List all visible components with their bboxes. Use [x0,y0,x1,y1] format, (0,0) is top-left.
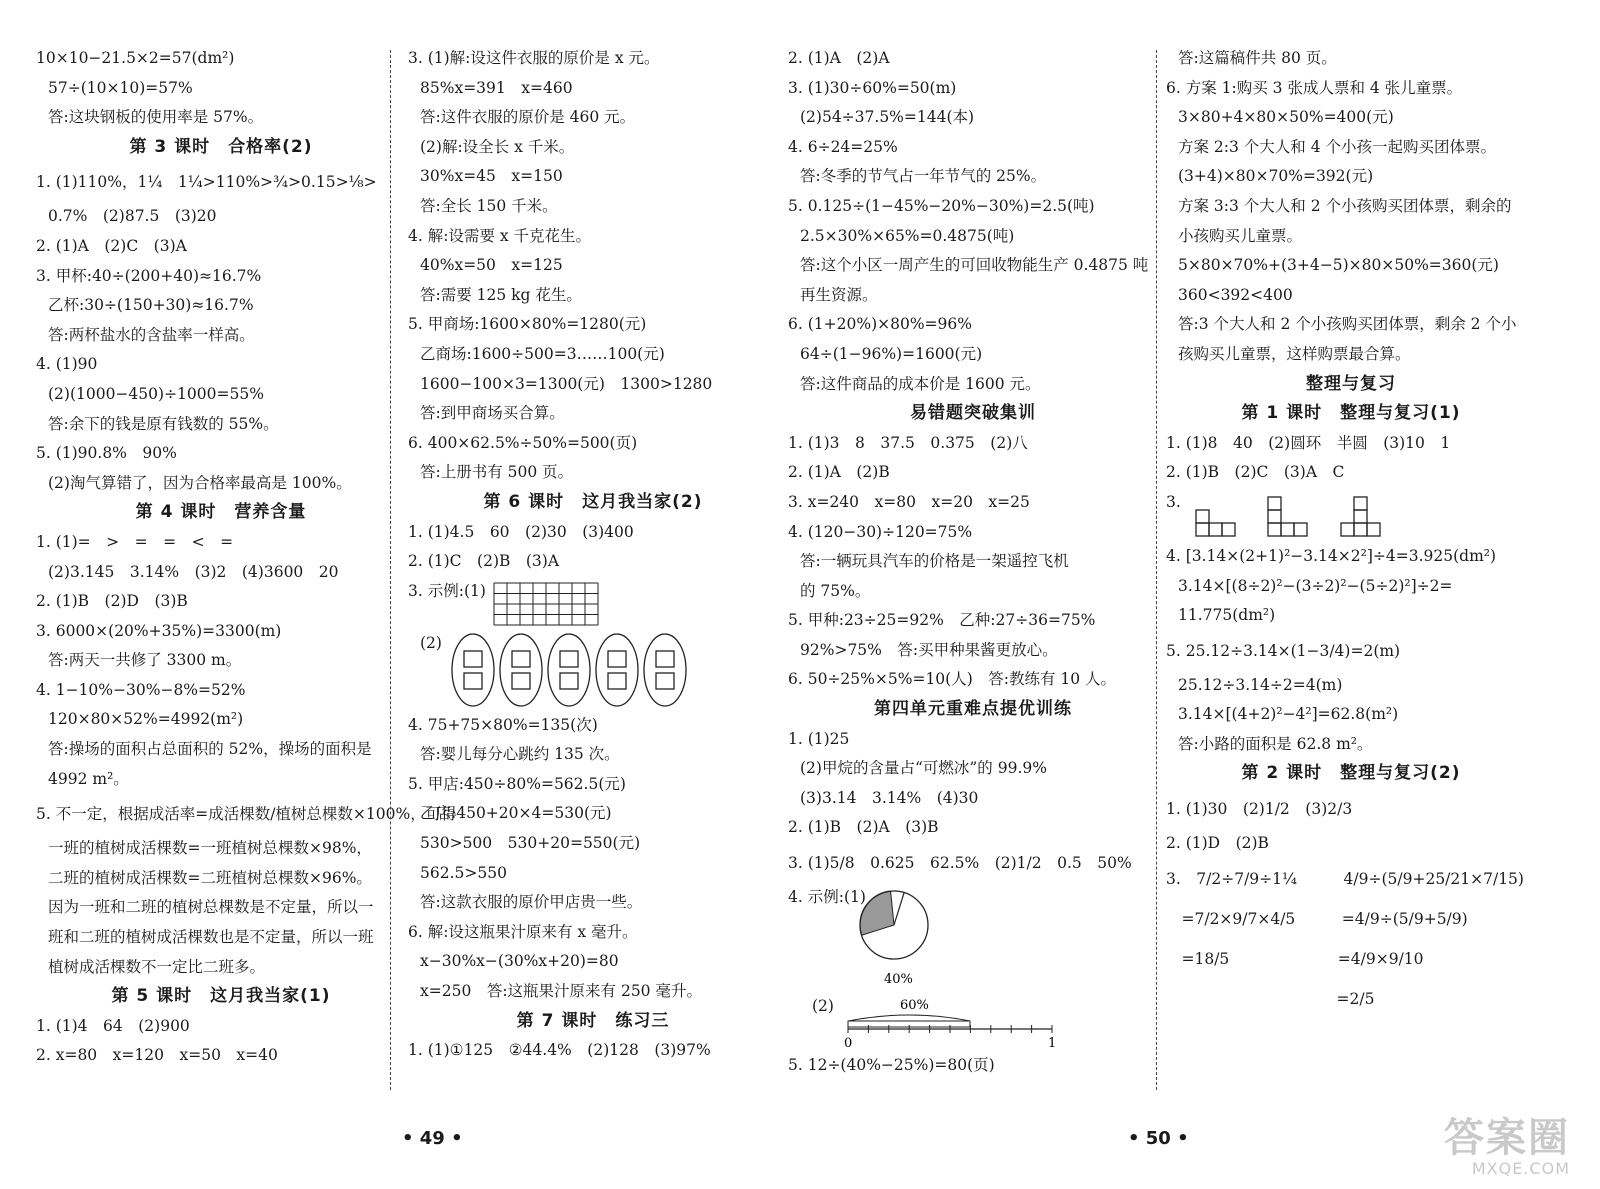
answer-line: 的 75%。 [800,581,871,600]
answer-line: 孩购买儿童票，这样购票最合算。 [1178,344,1411,363]
answer-line: 答:需要 125 kg 花生。 [420,285,582,304]
answer-line: 2. (1)C (2)B (3)A [408,552,560,571]
answer-line: 植树成活棵数不一定比二班多。 [48,957,266,976]
right-page [788,0,1600,1189]
section-heading: 第 1 课时 整理与复习(1) [1241,403,1461,424]
bar-label: 60% [900,998,929,1014]
answer-line: 3. 7/2÷7/9÷1¼ 4/9÷(5/9+25/21×7/15) [1166,869,1524,888]
watermark-url: MXQE.COM [1471,1159,1570,1178]
answer-line: 答:这块钢板的使用率是 57%。 [48,108,264,127]
answer-line: 答:两天一共修了 3300 m。 [48,651,242,670]
answer-line: 答:到甲商场买合算。 [420,404,565,423]
answer-line: 乙店:450+20×4=530(元) [420,804,612,823]
answer-line: 3.14×[(8÷2)²−(3÷2)²−(5÷2)²]÷2= [1178,576,1453,595]
answer-line: 班和二班的植树成活棵数也是不定量，所以一班 [48,928,374,947]
answer-line: 1. (1)8 40 (2)圆环 半圆 (3)10 1 [1166,433,1451,452]
answer-line: 92%>75% 答:买甲种果酱更放心。 [800,640,1058,659]
answer-line: 25.12÷3.14÷2=4(m) [1178,675,1343,694]
section-heading: 第 7 课时 练习三 [516,1010,670,1031]
answer-line: 5. 甲商场:1600×80%=1280(元) [408,315,647,334]
answer-line: (2) [812,997,834,1016]
answer-line: x=250 答:这瓶果汁原来有 250 毫升。 [420,982,702,1001]
answer-line: (2)甲烷的含量占“可燃冰”的 99.9% [800,759,1047,778]
answer-line: 57÷(10×10)=57% [48,78,193,97]
answer-line: 答:这件衣服的原价是 460 元。 [420,108,636,127]
answer-line: 5. 甲店:450÷80%=562.5(元) [408,774,626,793]
answer-line: =7/2×9/7×4/5 =4/9÷(5/9+5/9) [1166,909,1468,928]
grid-diagram [492,581,602,627]
answer-line: 答:这件商品的成本价是 1600 元。 [800,374,1041,393]
answer-line: 因为一班和二班的植树总棵数是不定量，所以一 [48,898,374,917]
answer-line: 2. (1)B (2)A (3)B [788,818,939,837]
answer-line: 3. (1)解:设这件衣服的原价是 x 元。 [408,49,660,67]
cube-views [1192,490,1392,540]
answer-line: 1. (1)= > = = < = [36,532,234,551]
answer-line: 40%x=50 x=125 [420,256,563,275]
answer-line: 答:冬季的节气占一年节气的 25%。 [800,167,1047,186]
answer-line: 再生资源。 [800,285,878,304]
watermark-logo [1444,1106,1570,1178]
number-line-figure [788,995,1158,1051]
answer-line: 方案 2:3 个大人和 4 个小孩一起购买团体票。 [1178,137,1497,156]
answer-line: 乙杯:30÷(150+30)≈16.7% [48,296,254,315]
right-column-2 [1166,44,1536,1019]
answer-line: 答:这篇稿件共 80 页。 [1178,49,1337,67]
answer-line: 5. (1)90.8% 90% [36,444,177,463]
section-heading: 第四单元重难点提优训练 [874,699,1072,720]
answer-line: =18/5 =4/9×9/10 [1166,949,1424,968]
oval-diagrams [448,631,698,709]
section-heading: 整理与复习 [1306,373,1396,394]
answer-line: 2. (1)A (2)B [788,463,890,482]
answer-line: (2)(1000−450)÷1000=55% [48,384,264,403]
answer-line: 120×80×52%=4992(m²) [48,710,244,729]
answer-line: =2/5 [1166,989,1375,1008]
section-heading: 第 5 课时 这月我当家(1) [111,986,331,1007]
cube-views-figure [1166,488,1536,542]
answer-line: x−30%x−(30%x+20)=80 [420,952,619,971]
answer-line: 1600−100×3=1300(元) 1300>1280 [420,374,713,393]
answer-line: 小孩购买儿童票。 [1178,226,1303,245]
answer-line: 1. (1)3 8 37.5 0.375 (2)八 [788,433,1028,452]
column-divider [1156,50,1157,1090]
answer-line: 5×80×70%+(3+4−5)×80×50%=360(元) [1178,256,1499,275]
answer-line: (2)54÷37.5%=144(本) [800,108,975,127]
answer-line: 答:一辆玩具汽车的价格是一架遥控飞机 [800,552,1069,571]
answer-line: 5. 不一定，根据成活率=成活棵数/植树总棵数×100%，可得 [36,805,457,824]
answer-line: 3. 6000×(20%+35%)=3300(m) [36,621,282,640]
answer-line: (2)淘气算错了，因为合格率最高是 100%。 [48,473,352,492]
left-column-2 [408,44,778,1066]
section-heading: 第 2 课时 整理与复习(2) [1241,763,1461,784]
pie-label: 40% [884,972,913,988]
right-column-1 [788,44,1158,1081]
answer-line: 答:上册书有 500 页。 [420,463,574,482]
answer-line: 答:两杯盐水的含盐率一样高。 [48,325,255,344]
answer-line: 1. (1)25 [788,729,850,748]
oval-figures [408,629,778,711]
pie-chart [788,883,1008,995]
answer-line: 二班的植树成活棵数=二班植树总棵数×96%。 [48,868,372,887]
number-line [788,995,1088,1051]
answer-line: 64÷(1−96%)=1600(元) [800,344,983,363]
answer-line: 3×80+4×80×50%=400(元) [1178,108,1394,127]
answer-line: 4. 示例:(1) [788,888,866,907]
answer-line: 3. (1)30÷60%=50(m) [788,78,957,97]
answer-line: 3. (1)5/8 0.625 62.5% (2)1/2 0.5 50% [788,854,1132,873]
answer-line: 5. 0.125÷(1−45%−20%−30%)=2.5(吨) [788,196,1095,215]
answer-line: 1. (1)①125 ②44.4% (2)128 (3)97% [408,1041,711,1060]
answer-line: 4. (1)90 [36,355,98,374]
answer-line: (2)解:设全长 x 千米。 [420,137,575,156]
answer-line: 530>500 530+20=550(元) [420,834,641,853]
page-number: • 49 • [402,1128,463,1149]
section-heading: 第 3 课时 合格率(2) [129,136,313,157]
answer-line: 4. 1−10%−30%−8%=52% [36,680,246,699]
answer-line: 5. 12÷(40%−25%)=80(页) [788,1056,995,1075]
answer-line: 3. x=240 x=80 x=20 x=25 [788,492,1030,511]
answer-line: (3)3.14̇ 3.14% (4)30 [800,788,979,807]
answer-line: 2. (1)B (2)C (3)A C [1166,463,1345,482]
answer-line: 5. 甲种:23÷25=92% 乙种:27÷36=75% [788,611,1096,630]
column-divider [390,50,391,1090]
answer-line: 2. (1)A (2)A [788,49,890,67]
answer-line: 4. (120−30)÷120=75% [788,522,973,541]
answer-line: 0.7% (2)87.5 (3)20 [48,207,217,226]
answer-line: (2) [420,633,442,652]
answer-line: 答:全长 150 千米。 [420,196,558,215]
answer-line: 4. [3.14×(2+1)²−3.14×2²]÷4=3.925(dm²) [1166,546,1497,565]
page-number: • 50 • [1128,1128,1189,1149]
answer-line: 2. (1)D (2)B [1166,834,1269,853]
answer-line: 2. (1)A (2)C (3)A [36,236,187,255]
answer-line: 答:小路的面积是 62.8 m²。 [1178,734,1373,753]
answer-line: 3. 甲杯:40÷(200+40)≈16.7% [36,266,262,285]
answer-line: 11.775(dm²) [1178,606,1276,625]
answer-line: 3. 示例:(1) [408,581,486,600]
answer-line: 1. (1)4.5 60 (2)30 (3)400 [408,522,634,541]
answer-line: 6. 50÷25%×5%=10(人) 答:教练有 10 人。 [788,670,1117,689]
answer-line: (3+4)×80×70%=392(元) [1178,167,1374,186]
pie-figure [788,883,1158,995]
answer-line: 乙商场:1600÷500=3……100(元) [420,344,665,363]
answer-line: 4. 75+75×80%=135(次) [408,715,598,734]
answer-line: 答:这个小区一周产生的可回收物能生产 0.4875 吨 [800,256,1149,275]
answer-line: 方案 3:3 个大人和 2 个小孩购买团体票，剩余的 [1178,196,1512,215]
answer-line: 5. 25.12÷3.14×(1−3/4)=2(m) [1166,641,1401,660]
answer-line: 1. (1)110%，1¼ 1¼>110%>¾>0.15>⅛> [36,173,377,192]
answer-line: 答:操场的面积占总面积的 52%，操场的面积是 [48,740,372,759]
answer-line: 答:婴儿每分心跳约 135 次。 [420,745,620,764]
answer-line: 答:余下的钱是原有钱数的 55%。 [48,414,279,433]
answer-line: 一班的植树成活棵数=一班植树总棵数×98%， [48,839,372,858]
answer-line: 2. x=80 x=120 x=50 x=40 [36,1046,278,1065]
answer-line: 4. 解:设需要 x 千克花生。 [408,226,592,245]
grid-figure [408,577,778,629]
answer-line: (2)3.145 3.14% (3)2 (4)3600 20 [48,562,339,581]
answer-line: 6. 400×62.5%÷50%=500(页) [408,433,638,452]
tick-one: 1 [1048,1036,1057,1052]
section-heading: 第 6 课时 这月我当家(2) [483,491,703,512]
tick-zero: 0 [844,1036,853,1052]
answer-line: 360<392<400 [1178,285,1293,304]
answer-line: 2. (1)B (2)D (3)B [36,592,188,611]
answer-line: 85%x=391 x=460 [420,78,573,97]
answer-line: 6. 解:设这瓶果汁原来有 x 毫升。 [408,922,638,941]
answer-line: 4992 m²。 [48,769,129,788]
answer-line: 6. (1+20%)×80%=96% [788,315,972,334]
watermark-text: 答案圈 [1444,1115,1570,1161]
answer-line: 3.14×[(4+2)²−4²]=62.8(m²) [1178,705,1399,724]
answer-line: 1. (1)4 64 (2)900 [36,1016,190,1035]
answer-line: 2.5×30%×65%=0.4875(吨) [800,226,1015,245]
section-heading: 易错题突破集训 [910,403,1036,424]
answer-line: 562.5>550 [420,863,507,882]
answer-line: 答:3 个大人和 2 个小孩购买团体票，剩余 2 个小 [1178,315,1517,334]
answer-line: 4. 6÷24=25% [788,137,898,156]
answer-line: 答:这款衣服的原价甲店贵一些。 [420,893,643,912]
answer-line: 10×10−21.5×2=57(dm²) [36,49,235,67]
answer-line: 30%x=45 x=150 [420,167,563,186]
answer-line: 3. [1166,492,1181,511]
answer-line: 1. (1)30 (2)1/2 (3)2/3 [1166,800,1353,819]
answer-line: 6. 方案 1:购买 3 张成人票和 4 张儿童票。 [1166,78,1463,97]
section-heading: 第 4 课时 营养含量 [135,502,307,523]
